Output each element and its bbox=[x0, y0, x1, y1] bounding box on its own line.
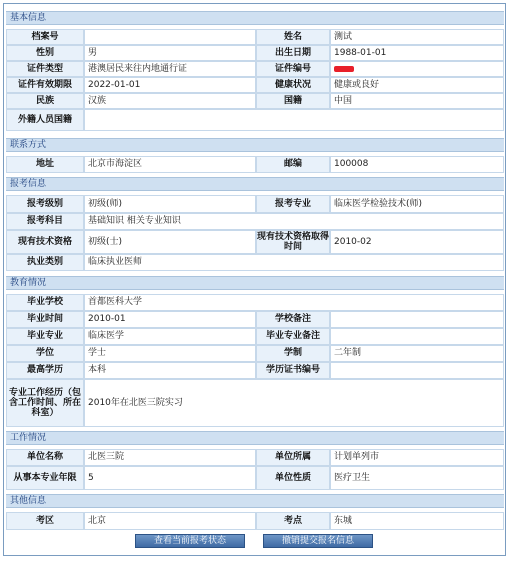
exam-area-label: 考区 bbox=[6, 512, 84, 530]
exam-site-value: 东城 bbox=[330, 512, 504, 530]
unit-name-label: 单位名称 bbox=[6, 449, 84, 466]
foreign-nationality-label: 外籍人员国籍 bbox=[6, 109, 84, 131]
work-experience-label: 专业工作经历（包含工作时间、所在科室） bbox=[6, 379, 84, 427]
id-type-value: 港澳居民来往内地通行证 bbox=[84, 61, 256, 77]
unit-nature-value: 医疗卫生 bbox=[330, 466, 504, 490]
school-system-value: 二年制 bbox=[330, 345, 504, 362]
section-header-other: 其他信息 bbox=[6, 494, 504, 508]
highest-education-label: 最高学历 bbox=[6, 362, 84, 379]
id-valid-value: 2022-01-01 bbox=[84, 77, 256, 93]
school-note-value bbox=[330, 311, 504, 328]
school-note-label: 学校备注 bbox=[256, 311, 330, 328]
gender-label: 性别 bbox=[6, 45, 84, 61]
years-in-field-label: 从事本专业年限 bbox=[6, 466, 84, 490]
ethnic-label: 民族 bbox=[6, 93, 84, 109]
id-valid-label: 证件有效期限 bbox=[6, 77, 84, 93]
cancel-submission-button[interactable]: 撤销提交报名信息 bbox=[263, 534, 373, 548]
practice-category-label: 执业类别 bbox=[6, 254, 84, 271]
address-label: 地址 bbox=[6, 156, 84, 173]
foreign-nationality-value bbox=[84, 109, 504, 131]
exam-level-label: 报考级别 bbox=[6, 195, 84, 213]
zip-value: 100008 bbox=[330, 156, 504, 173]
exam-level-value: 初级(师) bbox=[84, 195, 256, 213]
diploma-no-label: 学历证书编号 bbox=[256, 362, 330, 379]
degree-label: 学位 bbox=[6, 345, 84, 362]
zip-label: 邮编 bbox=[256, 156, 330, 173]
exam-subject-label: 报考科目 bbox=[6, 213, 84, 230]
school-label: 毕业学校 bbox=[6, 294, 84, 311]
view-status-button[interactable]: 查看当前报考状态 bbox=[135, 534, 245, 548]
archive-no-label: 档案号 bbox=[6, 29, 84, 45]
name-label: 姓名 bbox=[256, 29, 330, 45]
health-label: 健康状况 bbox=[256, 77, 330, 93]
grad-time-value: 2010-01 bbox=[84, 311, 256, 328]
unit-name-value: 北医三院 bbox=[84, 449, 256, 466]
birth-value: 1988-01-01 bbox=[330, 45, 504, 61]
work-experience-value: 2010年在北医三院实习 bbox=[84, 379, 504, 427]
qualification-time-label: 现有技术资格取得时间 bbox=[257, 232, 330, 252]
section-header-work: 工作情况 bbox=[6, 431, 504, 445]
current-qualification-label: 现有技术资格 bbox=[6, 230, 84, 254]
grad-major-label: 毕业专业 bbox=[6, 328, 84, 345]
grad-major-value: 临床医学 bbox=[84, 328, 256, 345]
exam-subject-value: 基础知识 相关专业知识 bbox=[84, 213, 504, 230]
section-header-basic: 基本信息 bbox=[6, 11, 504, 25]
id-no-value bbox=[330, 61, 504, 77]
exam-major-label: 报考专业 bbox=[256, 195, 330, 213]
redaction-mark bbox=[334, 66, 354, 72]
school-system-label: 学制 bbox=[256, 345, 330, 362]
section-header-contact: 联系方式 bbox=[6, 138, 504, 152]
major-note-value bbox=[330, 328, 504, 345]
unit-affiliation-label: 单位所属 bbox=[256, 449, 330, 466]
degree-value: 学士 bbox=[84, 345, 256, 362]
unit-nature-label: 单位性质 bbox=[256, 466, 330, 490]
name-value: 测试 bbox=[330, 29, 504, 45]
practice-category-value: 临床执业医师 bbox=[84, 254, 504, 271]
nationality-value: 中国 bbox=[330, 93, 504, 109]
section-header-exam: 报考信息 bbox=[6, 177, 504, 191]
diploma-no-value bbox=[330, 362, 504, 379]
major-note-label: 毕业专业备注 bbox=[256, 328, 330, 345]
exam-area-value: 北京 bbox=[84, 512, 256, 530]
address-value: 北京市海淀区 bbox=[84, 156, 256, 173]
current-qualification-value: 初级(士) bbox=[84, 230, 256, 254]
health-value: 健康或良好 bbox=[330, 77, 504, 93]
gender-value: 男 bbox=[84, 45, 256, 61]
grad-time-label: 毕业时间 bbox=[6, 311, 84, 328]
exam-major-value: 临床医学检验技术(师) bbox=[330, 195, 504, 213]
years-in-field-value: 5 bbox=[84, 466, 256, 490]
nationality-label: 国籍 bbox=[256, 93, 330, 109]
archive-no-value bbox=[84, 29, 256, 45]
birth-label: 出生日期 bbox=[256, 45, 330, 61]
school-value: 首都医科大学 bbox=[84, 294, 504, 311]
exam-site-label: 考点 bbox=[256, 512, 330, 530]
qualification-time-value: 2010-02 bbox=[330, 230, 504, 254]
ethnic-value: 汉族 bbox=[84, 93, 256, 109]
section-header-education: 教育情况 bbox=[6, 276, 504, 290]
id-type-label: 证件类型 bbox=[6, 61, 84, 77]
unit-affiliation-value: 计划单列市 bbox=[330, 449, 504, 466]
highest-education-value: 本科 bbox=[84, 362, 256, 379]
id-no-label: 证件编号 bbox=[256, 61, 330, 77]
